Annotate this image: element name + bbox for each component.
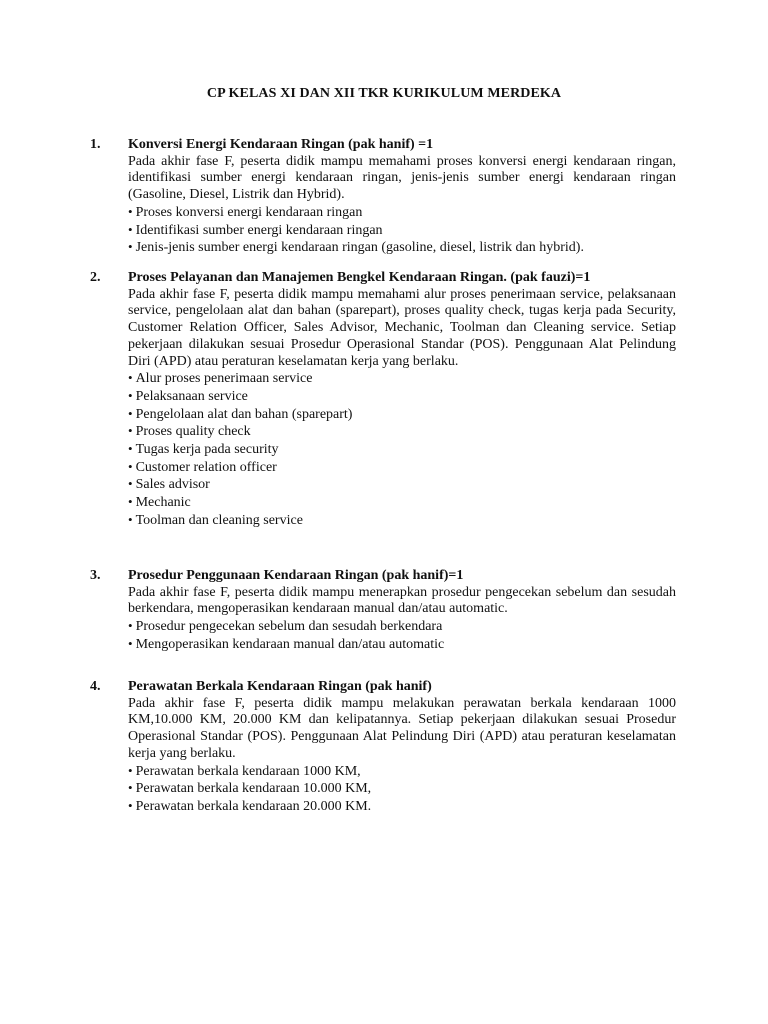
list-item [128, 222, 676, 240]
list-item-text: Customer relation officer [135, 459, 277, 475]
list-item-text: Perawatan berkala kendaraan 20.000 KM. [135, 798, 372, 814]
list-item-text: Prosedur pengecekan sebelum dan sesudah berkendara [135, 619, 443, 635]
bullet-icon: • [128, 797, 133, 813]
section-body [128, 568, 676, 654]
list-item [128, 370, 676, 388]
section-heading: Prosedur Penggunaan Kendaraan Ringan (pak hanif)=1 [128, 568, 464, 583]
section-paragraph: Pada akhir fase F, peserta didik mampu menerapkan prosedur pengecekan sebelum dan sesudah berkendara, mengoperasikan kendaraan manual dan/atau automatic. [128, 584, 676, 617]
list-item-text: Toolman dan cleaning service [135, 512, 303, 528]
section-number: 3. [90, 568, 101, 583]
list-item [128, 512, 676, 530]
bullet-icon: • [128, 203, 133, 219]
list-item [128, 239, 676, 257]
bullet-icon: • [128, 239, 133, 255]
section-heading: Perawatan Berkala Kendaraan Ringan (pak hanif) [128, 679, 432, 694]
section-heading: Konversi Energi Kendaraan Ringan (pak hanif) =1 [128, 137, 434, 152]
section-heading: Proses Pelayanan dan Manajemen Bengkel Kendaraan Ringan. (pak fauzi)=1 [128, 270, 591, 285]
section-number: 2. [90, 270, 101, 285]
list-item [128, 780, 676, 798]
section-body [128, 137, 676, 257]
bullet-list [128, 763, 676, 816]
bullet-icon: • [128, 476, 133, 492]
section-1 [90, 137, 676, 257]
list-item-text: Mengoperasikan kendaraan manual dan/atau automatic [135, 636, 445, 652]
list-item [128, 204, 676, 222]
section-paragraph: Pada akhir fase F, peserta didik mampu memahami alur proses penerimaan service, pelaksanaan service, pengelolaan alat dan bahan (sparepart), proses quality check, tugas kerja pada Security, Customer Relation Officer, Sales Advisor, Mechanic, Toolman dan Cleaning service. Setiap pekerjaan dilakukan sesuai Prosedur Operasional Standar (POS). Penggunaan Alat Pelindung Diri (APD) atau peraturan keselamatan kerja yang berlaku. [128, 286, 676, 369]
list-item-text: Pelaksanaan service [135, 388, 248, 404]
bullet-icon: • [128, 441, 133, 457]
bullet-icon: • [128, 221, 133, 237]
bullet-icon: • [128, 618, 133, 634]
bullet-icon: • [128, 635, 133, 651]
section-3 [90, 568, 676, 654]
list-item-text: Pengelolaan alat dan bahan (sparepart) [135, 406, 353, 422]
bullet-icon: • [128, 370, 133, 386]
list-item [128, 459, 676, 477]
list-item-text: Tugas kerja pada security [135, 442, 279, 458]
list-item [128, 636, 676, 654]
list-item [128, 494, 676, 512]
list-item-text: Identifikasi sumber energi kendaraan ringan [135, 222, 383, 238]
list-item [128, 423, 676, 441]
list-item-text: Jenis-jenis sumber energi kendaraan ringan (gasoline, diesel, listrik dan hybrid). [135, 240, 584, 256]
bullet-icon: • [128, 387, 133, 403]
list-item-text: Proses quality check [135, 424, 251, 440]
section-number: 1. [90, 137, 101, 152]
list-item [128, 476, 676, 494]
section-number: 4. [90, 679, 101, 694]
list-item [128, 441, 676, 459]
bullet-icon: • [128, 423, 133, 439]
bullet-icon: • [128, 780, 133, 796]
bullet-icon: • [128, 494, 133, 510]
bullet-icon: • [128, 511, 133, 527]
section-2 [90, 270, 676, 530]
bullet-list [128, 618, 676, 653]
page-title: CP KELAS XI DAN XII TKR KURIKULUM MERDEKA [206, 86, 562, 101]
list-item-text: Perawatan berkala kendaraan 1000 KM, [135, 763, 361, 779]
list-item [128, 763, 676, 781]
list-item [128, 798, 676, 816]
list-item-text: Mechanic [135, 495, 191, 511]
list-item-text: Alur proses penerimaan service [135, 371, 313, 387]
section-body [128, 270, 676, 530]
bullet-icon: • [128, 405, 133, 421]
bullet-list [128, 370, 676, 529]
bullet-icon: • [128, 762, 133, 778]
section-body [128, 679, 676, 816]
section-paragraph: Pada akhir fase F, peserta didik mampu melakukan perawatan berkala kendaraan 1000 KM,10.000 KM, 20.000 KM dan kelipatannya. Setiap pekerjaan dilakukan sesuai Prosedur Operasional Standar (POS). Penggunaan Alat Pelindung Diri (APD) atau peraturan keselamatan kerja yang berlaku. [128, 695, 676, 761]
list-item-text: Sales advisor [135, 477, 210, 493]
list-item [128, 388, 676, 406]
list-item [128, 618, 676, 636]
section-paragraph: Pada akhir fase F, peserta didik mampu memahami proses konversi energi kendaraan ringan, identifikasi sumber energi kendaraan ringan, jenis-jenis sumber energi kendaraan ringan (Gasoline, Diesel, Listrik dan Hybrid). [128, 153, 676, 203]
section-4 [90, 679, 676, 816]
list-item-text: Perawatan berkala kendaraan 10.000 KM, [135, 781, 372, 797]
bullet-list [128, 204, 676, 257]
bullet-icon: • [128, 458, 133, 474]
list-item [128, 406, 676, 424]
list-item-text: Proses konversi energi kendaraan ringan [135, 204, 363, 220]
